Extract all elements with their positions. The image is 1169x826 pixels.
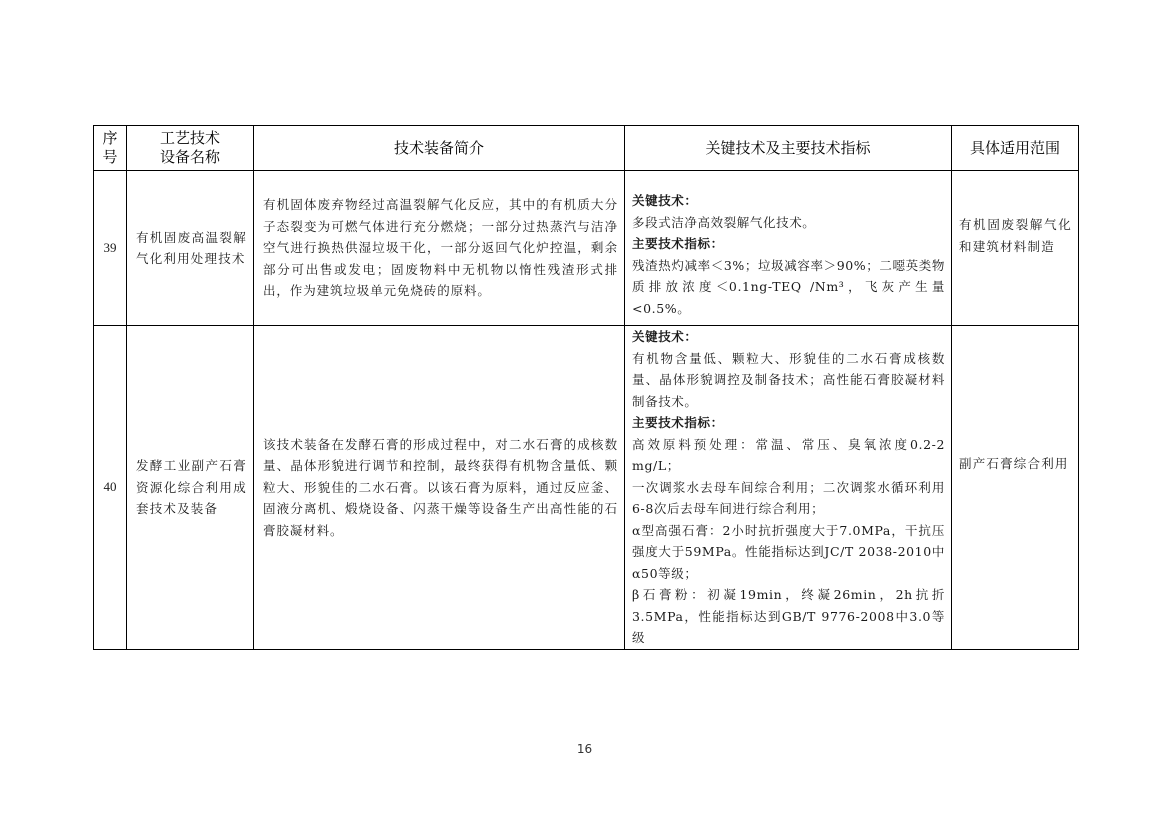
tech-name: 发酵工业副产石膏资源化综合利用成套技术及装备 — [136, 458, 247, 516]
tech-intro: 该技术装备在发酵石膏的形成过程中，对二水石膏的成核数量、晶体形貌进行调节和控制，最终获得有机物含量低、颗粒大、形貌佳的二水石膏。以该石膏为原料，通过反应釜、固液分离机、煅烧设备、闪蒸干燥等设备生产出高性能的石膏胶凝材料。 — [263, 436, 618, 538]
scope-cell — [952, 171, 1079, 326]
index-line: 一次调浆水去母车间综合利用；二次调浆水循环利用6-8次后去母车间进行综合利用； — [632, 479, 945, 516]
table-row — [94, 326, 1079, 650]
technology-table — [93, 125, 1079, 650]
header-seq — [94, 126, 127, 171]
scope-cell — [952, 326, 1079, 650]
row-number: 40 — [94, 326, 127, 650]
tech-intro-cell — [254, 171, 625, 326]
page-number: 16 — [576, 742, 593, 756]
row-number: 39 — [94, 171, 127, 326]
index-label: 主要技术指标： — [632, 415, 724, 430]
tech-name-cell — [127, 171, 254, 326]
header-seq-line1: 序 — [102, 129, 118, 147]
header-name — [127, 126, 254, 171]
tech-name: 有机固废高温裂解气化利用处理技术 — [136, 229, 247, 266]
header-name-line1: 工艺技术 — [159, 129, 220, 147]
table-header-row — [94, 126, 1079, 171]
tech-name-cell — [127, 326, 254, 650]
table-row — [94, 171, 1079, 326]
index-line: β石膏粉：初凝19min，终凝26min，2h抗折3.5MPa，性能指标达到GB/T 9776-2008中3.0等级 — [632, 587, 945, 645]
key-tech-label: 关键技术： — [632, 329, 698, 344]
header-intro: 技术装备简介 — [254, 126, 625, 171]
key-tech-text: 有机物含量低、颗粒大、形貌佳的二水石膏成核数量、晶体形貌调控及制备技术；高性能石膏胶凝材料制备技术。 — [632, 350, 945, 409]
tech-intro-cell — [254, 326, 625, 650]
key-tech-cell — [625, 326, 952, 650]
header-name-line2: 设备名称 — [159, 148, 220, 166]
key-tech-text: 多段式洁净高效裂解气化技术。 — [632, 214, 816, 230]
header-scope: 具体适用范围 — [952, 126, 1079, 171]
index-line: α型高强石膏：2小时抗折强度大于7.0MPa，干抗压强度大于59MPa。性能指标达到JC/T 2038-2010中α50等级； — [632, 522, 945, 581]
key-tech-label: 关键技术： — [632, 193, 698, 208]
key-tech-cell — [625, 171, 952, 326]
header-seq-line2: 号 — [102, 148, 118, 166]
tech-intro: 有机固体废弃物经过高温裂解气化反应，其中的有机质大分子态裂变为可燃气体进行充分燃烧；一部分过热蒸汽与洁净空气进行换热供湿垃圾干化，一部分返回气化炉控温，剩余部分可出售或发电；固废物料中无机物以惰性残渣形式排出，作为建筑垃圾单元免烧砖的原料。 — [263, 197, 618, 299]
index-line: 高效原料预处理：常温、常压、臭氧浓度0.2-2 mg/L； — [632, 436, 945, 473]
scope-text: 副产石膏综合利用 — [959, 456, 1069, 471]
header-key-tech: 关键技术及主要技术指标 — [625, 126, 952, 171]
index-line: 残渣热灼减率＜3%；垃圾减容率＞90%；二噁英类物质排放浓度＜0.1ng-TEQ /Nm³，飞灰产生量<0.5%。 — [632, 257, 945, 316]
scope-text: 有机固废裂解气化和建筑材料制造 — [959, 217, 1072, 254]
index-label: 主要技术指标： — [632, 236, 724, 251]
